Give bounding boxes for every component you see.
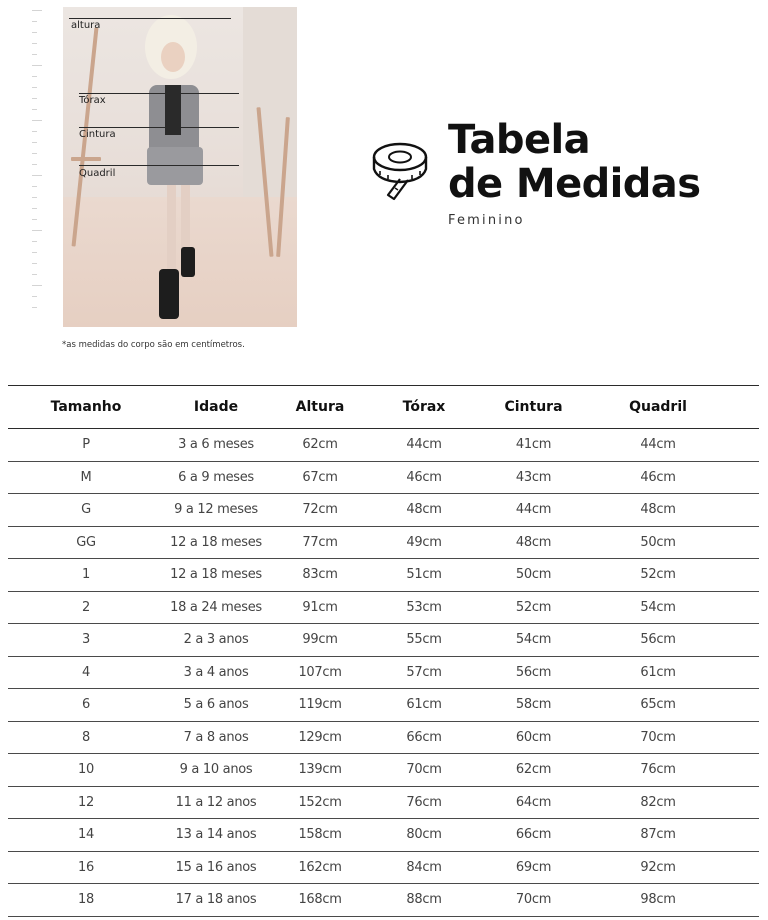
cell-cintura: 62cm [515, 762, 552, 778]
table-row [8, 689, 759, 722]
cell-tamanho: P [82, 437, 90, 453]
cell-altura: 77cm [302, 534, 338, 550]
cell-tamanho: 8 [82, 729, 90, 745]
cell-torax: 70cm [406, 762, 442, 778]
ruler-tick [32, 274, 37, 275]
quadril-label: Quadril [79, 168, 116, 179]
cell-torax: 53cm [406, 599, 442, 615]
cell-quadril: 65cm [640, 697, 676, 713]
table-row [8, 852, 759, 885]
cell-altura: 62cm [302, 437, 338, 453]
ruler-tick [32, 153, 37, 154]
cell-quadril: 70cm [640, 729, 676, 745]
table-body [8, 429, 759, 917]
cell-torax: 76cm [406, 794, 442, 810]
cell-tamanho: 14 [78, 827, 94, 843]
cell-quadril: 76cm [640, 762, 676, 778]
cell-quadril: 92cm [640, 859, 676, 875]
cell-cintura: 58cm [515, 697, 552, 713]
cell-quadril: 87cm [640, 827, 676, 843]
cell-idade: 3 a 4 anos [183, 664, 249, 680]
altura-label: altura [71, 20, 101, 31]
title-line-2: de Medidas [448, 161, 701, 207]
table-row [8, 787, 759, 820]
altura-line [69, 18, 231, 19]
measurement-footnote: *as medidas do corpo são em centímetros. [62, 340, 245, 350]
ruler-tick [32, 54, 37, 55]
table-row [8, 429, 759, 462]
cell-quadril: 61cm [640, 664, 676, 680]
model-figure [63, 7, 297, 327]
table-row [8, 722, 759, 755]
header-tamanho: Tamanho [50, 399, 122, 415]
cell-cintura: 56cm [515, 664, 552, 680]
ruler-tick [32, 21, 37, 22]
cell-altura: 168cm [298, 892, 342, 908]
ruler-tick [32, 208, 37, 209]
cell-torax: 49cm [406, 534, 442, 550]
ruler-tick [32, 263, 37, 264]
ruler-tick [32, 120, 42, 121]
cell-quadril: 82cm [640, 794, 676, 810]
cell-altura: 83cm [302, 567, 338, 583]
cell-tamanho: 6 [82, 697, 90, 713]
cell-altura: 107cm [298, 664, 342, 680]
torax-label: Tórax [79, 95, 106, 106]
header-altura: Altura [295, 399, 345, 415]
ruler-tick [32, 175, 42, 176]
ruler-tick [32, 186, 37, 187]
table-row [8, 527, 759, 560]
cell-cintura: 44cm [515, 502, 552, 518]
ruler-tick [32, 142, 37, 143]
size-table [8, 385, 759, 917]
cell-idade: 15 a 16 anos [175, 859, 257, 875]
cell-cintura: 43cm [515, 469, 552, 485]
ruler-tick [32, 219, 37, 220]
cell-torax: 66cm [406, 729, 442, 745]
cell-cintura: 60cm [515, 729, 552, 745]
cell-idade: 6 a 9 meses [178, 469, 254, 485]
ruler-tick [32, 252, 37, 253]
cell-torax: 61cm [406, 697, 442, 713]
table-row [8, 462, 759, 495]
ruler-tick [32, 65, 42, 66]
cell-tamanho: 4 [82, 664, 90, 680]
cell-idade: 12 a 18 meses [170, 534, 262, 550]
cell-torax: 46cm [406, 469, 442, 485]
cell-altura: 91cm [302, 599, 338, 615]
ruler-tick [32, 230, 42, 231]
cell-idade: 9 a 10 anos [179, 762, 253, 778]
cell-tamanho: 10 [78, 762, 94, 778]
cell-torax: 44cm [406, 437, 442, 453]
table-row [8, 754, 759, 787]
cell-quadril: 52cm [640, 567, 676, 583]
cell-torax: 48cm [406, 502, 442, 518]
cell-torax: 84cm [406, 859, 442, 875]
cell-quadril: 56cm [640, 632, 676, 648]
header-torax: Tórax [402, 399, 446, 415]
cell-altura: 67cm [302, 469, 338, 485]
cell-altura: 158cm [298, 827, 342, 843]
cell-altura: 119cm [298, 697, 342, 713]
cell-cintura: 70cm [515, 892, 552, 908]
table-row [8, 494, 759, 527]
cell-quadril: 44cm [640, 437, 676, 453]
ruler-tick [32, 32, 37, 33]
header-idade: Idade [193, 399, 239, 415]
cell-idade: 12 a 18 meses [170, 567, 262, 583]
cell-tamanho: 18 [78, 892, 94, 908]
cell-cintura: 69cm [515, 859, 552, 875]
cell-torax: 88cm [406, 892, 442, 908]
table-row [8, 657, 759, 690]
cell-tamanho: 12 [78, 794, 94, 810]
header-quadril: Quadril [629, 399, 687, 415]
page-subtitle: Feminino [448, 213, 525, 228]
cell-cintura: 52cm [515, 599, 552, 615]
cell-cintura: 41cm [515, 437, 552, 453]
ruler-tick [32, 87, 37, 88]
cell-altura: 139cm [298, 762, 342, 778]
cell-quadril: 98cm [640, 892, 676, 908]
quadril-line [79, 165, 239, 166]
table-row [8, 624, 759, 657]
ruler-tick [32, 131, 37, 132]
cell-idade: 5 a 6 anos [183, 697, 249, 713]
cell-cintura: 64cm [515, 794, 552, 810]
cell-torax: 57cm [406, 664, 442, 680]
ruler-tick [32, 285, 42, 286]
cell-quadril: 50cm [640, 534, 676, 550]
cell-idade: 9 a 12 meses [174, 502, 258, 518]
cell-tamanho: 3 [82, 632, 90, 648]
cell-torax: 51cm [406, 567, 442, 583]
table-row [8, 819, 759, 852]
cell-tamanho: 16 [78, 859, 94, 875]
ruler-tick [32, 98, 37, 99]
cell-altura: 129cm [298, 729, 342, 745]
cell-altura: 99cm [302, 632, 338, 648]
cell-idade: 13 a 14 anos [175, 827, 257, 843]
cell-altura: 72cm [302, 502, 338, 518]
cell-idade: 2 a 3 anos [183, 632, 249, 648]
cell-idade: 18 a 24 meses [170, 599, 262, 615]
page-title [448, 118, 700, 206]
cell-cintura: 48cm [515, 534, 552, 550]
cell-tamanho: 2 [82, 599, 90, 615]
cell-idade: 3 a 6 meses [178, 437, 254, 453]
ruler-tick [32, 296, 37, 297]
ruler-tick [32, 109, 37, 110]
ruler-tick [32, 43, 37, 44]
ruler-tick [32, 10, 42, 11]
table-row [8, 884, 759, 917]
table-row [8, 559, 759, 592]
ruler-tick [32, 241, 37, 242]
cell-altura: 152cm [298, 794, 342, 810]
cintura-label: Cintura [79, 129, 116, 140]
cell-tamanho: 1 [82, 567, 90, 583]
cell-idade: 11 a 12 anos [175, 794, 257, 810]
cell-idade: 7 a 8 anos [183, 729, 249, 745]
cell-cintura: 50cm [515, 567, 552, 583]
title-line-1: Tabela [448, 117, 590, 163]
torax-line [79, 93, 239, 94]
cell-quadril: 46cm [640, 469, 676, 485]
ruler-tick [32, 164, 37, 165]
header-cintura: Cintura [504, 399, 563, 415]
cell-idade: 17 a 18 anos [175, 892, 257, 908]
model-photo [63, 7, 297, 327]
cintura-line [79, 127, 239, 128]
cell-torax: 55cm [406, 632, 442, 648]
ruler-tick [32, 76, 37, 77]
cell-tamanho: GG [76, 534, 96, 550]
cell-altura: 162cm [298, 859, 342, 875]
cell-tamanho: M [80, 469, 92, 485]
table-row [8, 592, 759, 625]
ruler-tick [32, 197, 37, 198]
cell-tamanho: G [81, 502, 91, 518]
cell-cintura: 66cm [515, 827, 552, 843]
cell-quadril: 48cm [640, 502, 676, 518]
cell-torax: 80cm [406, 827, 442, 843]
table-header-row [8, 386, 759, 429]
cell-cintura: 54cm [515, 632, 552, 648]
ruler-scale [28, 10, 48, 315]
ruler-tick [32, 307, 37, 308]
measuring-tape-icon [370, 133, 434, 203]
cell-quadril: 54cm [640, 599, 676, 615]
